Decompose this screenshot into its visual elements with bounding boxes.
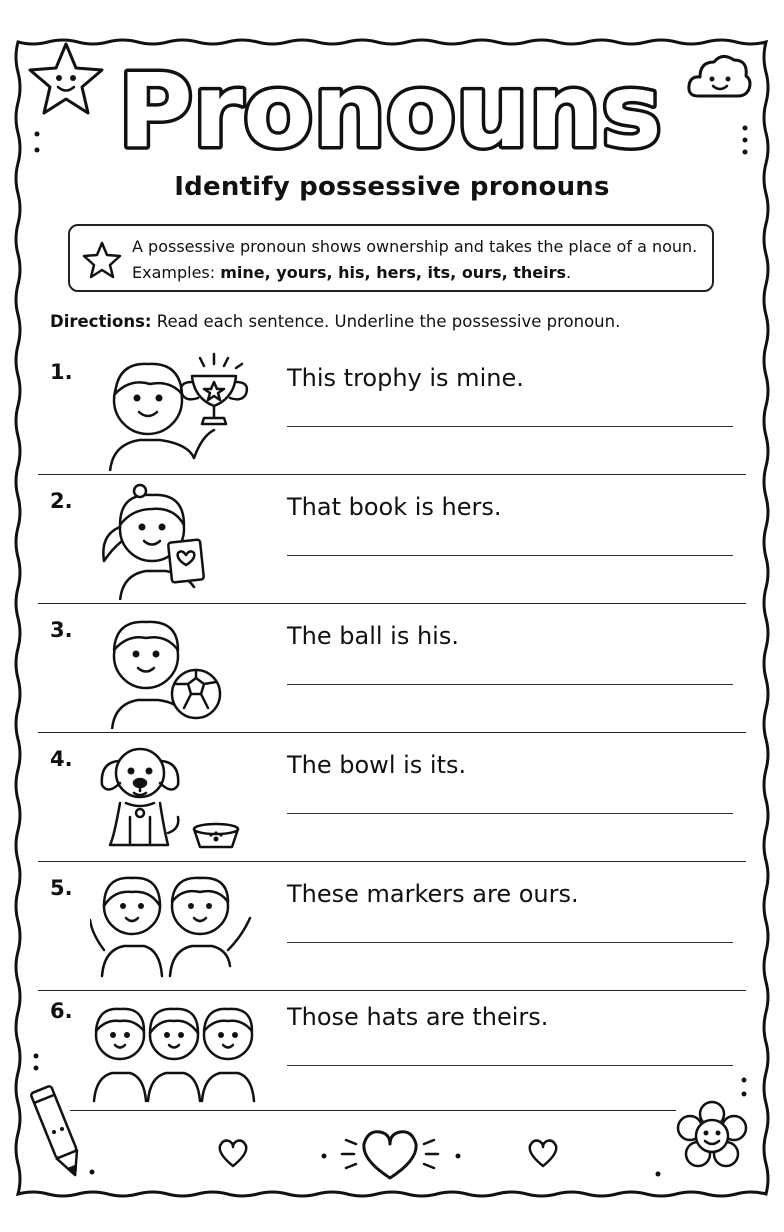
question-row-4 <box>38 733 748 862</box>
question-number: 6. <box>50 999 73 1023</box>
worksheet-subtitle: Identify possessive pronouns <box>174 172 610 202</box>
question-sentence: That book is hers. <box>287 493 502 521</box>
dot-decoration <box>652 1168 664 1180</box>
definition-box <box>68 224 714 292</box>
question-row-2 <box>38 475 748 604</box>
question-number: 5. <box>50 876 73 900</box>
answer-line[interactable] <box>287 1065 733 1066</box>
definition-body: A possessive pronoun shows ownership and takes the place of a noun. Examples: <box>132 237 698 282</box>
heart-icon <box>216 1136 250 1170</box>
dot-decoration <box>86 1166 98 1178</box>
dots-decoration <box>736 1074 752 1104</box>
question-number: 4. <box>50 747 73 771</box>
directions-label: Directions: <box>50 312 152 331</box>
directions-text: Read each sentence. Underline the possessive pronoun. <box>151 312 621 331</box>
cloud-face-icon <box>686 48 752 104</box>
definition-text <box>132 234 712 286</box>
definition-examples: mine, yours, his, hers, its, ours, theirs <box>220 263 567 282</box>
svg-text:Pronouns: Pronouns <box>118 52 662 168</box>
boy-with-trophy-icon <box>90 346 290 471</box>
question-row-3 <box>38 604 748 733</box>
directions <box>50 312 620 331</box>
question-row-6 <box>38 985 748 1114</box>
dog-with-bowl-icon <box>90 733 290 858</box>
row-divider <box>70 1110 676 1111</box>
question-sentence: These markers are ours. <box>287 880 579 908</box>
question-number: 2. <box>50 489 73 513</box>
two-kids-waving-icon <box>90 862 290 987</box>
question-row-5 <box>38 862 748 991</box>
boy-with-ball-icon <box>90 604 290 729</box>
answer-line[interactable] <box>287 684 733 685</box>
question-number: 3. <box>50 618 73 642</box>
dots-decoration <box>738 120 752 160</box>
question-sentence: Those hats are theirs. <box>287 1003 549 1031</box>
girl-with-book-icon <box>90 475 290 600</box>
pencil-icon <box>28 1050 88 1190</box>
star-icon <box>82 240 122 280</box>
heart-icon <box>526 1136 560 1170</box>
answer-line[interactable] <box>287 813 733 814</box>
heart-icon <box>310 1122 470 1186</box>
question-sentence: The bowl is its. <box>287 751 467 779</box>
definition-end: . <box>566 263 572 282</box>
answer-line[interactable] <box>287 555 733 556</box>
question-sentence: The ball is his. <box>287 622 459 650</box>
question-number: 1. <box>50 360 73 384</box>
question-row-1 <box>38 346 748 475</box>
dots-decoration <box>30 128 44 162</box>
question-sentence: This trophy is mine. <box>287 364 524 392</box>
page-title <box>90 48 690 168</box>
answer-line[interactable] <box>287 942 733 943</box>
flower-face-icon <box>672 1100 752 1174</box>
three-kids-icon <box>90 985 290 1110</box>
answer-line[interactable] <box>287 426 733 427</box>
